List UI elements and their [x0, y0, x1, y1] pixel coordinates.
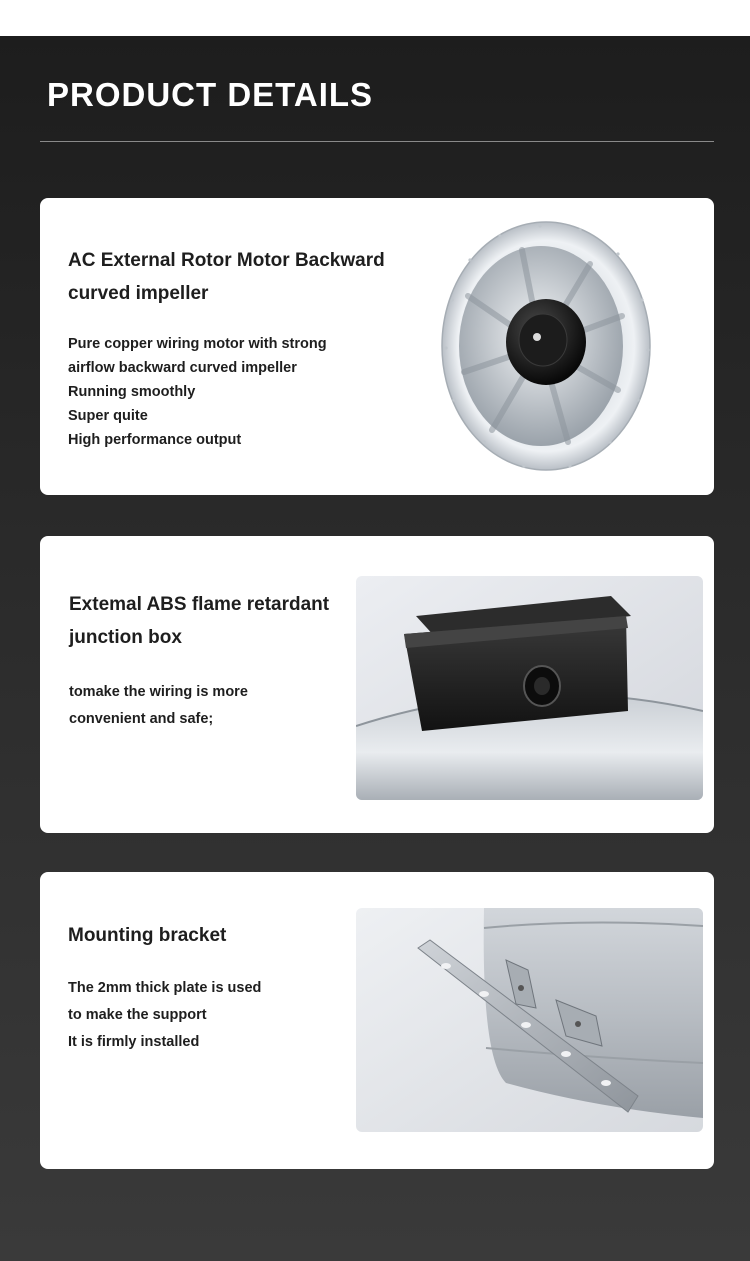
card-line: The 2mm thick plate is used [68, 980, 262, 996]
card-line: Super quite [68, 408, 148, 424]
card-title: Extemal ABS flame retardant junction box [69, 594, 330, 648]
card-description [69, 679, 248, 733]
backward-curved-impeller-photo [440, 220, 655, 472]
detail-card-mounting-bracket [40, 872, 714, 1169]
detail-card-impeller [40, 198, 714, 495]
page-title: PRODUCT DETAILS [47, 76, 374, 113]
card-title: Mounting bracket [68, 925, 227, 946]
card-line: Pure copper wiring motor with strong [68, 336, 327, 352]
title-divider [40, 141, 714, 142]
card-description [68, 975, 261, 1056]
junction-box-photo [356, 576, 703, 800]
card-title: AC External Rotor Motor Backward curved impeller [68, 250, 385, 304]
card-line: convenient and safe; [69, 711, 214, 727]
card-line: tomake the wiring is more [69, 684, 248, 700]
mounting-bracket-photo [356, 908, 703, 1132]
card-line: airflow backward curved impeller [68, 360, 297, 376]
card-line: Running smoothly [68, 384, 196, 400]
detail-card-junction-box [40, 536, 714, 833]
top-band [0, 0, 750, 36]
card-line: to make the support [68, 1007, 207, 1023]
card-description [68, 332, 327, 452]
card-line: It is firmly installed [68, 1034, 200, 1050]
card-line: High performance output [68, 432, 242, 448]
